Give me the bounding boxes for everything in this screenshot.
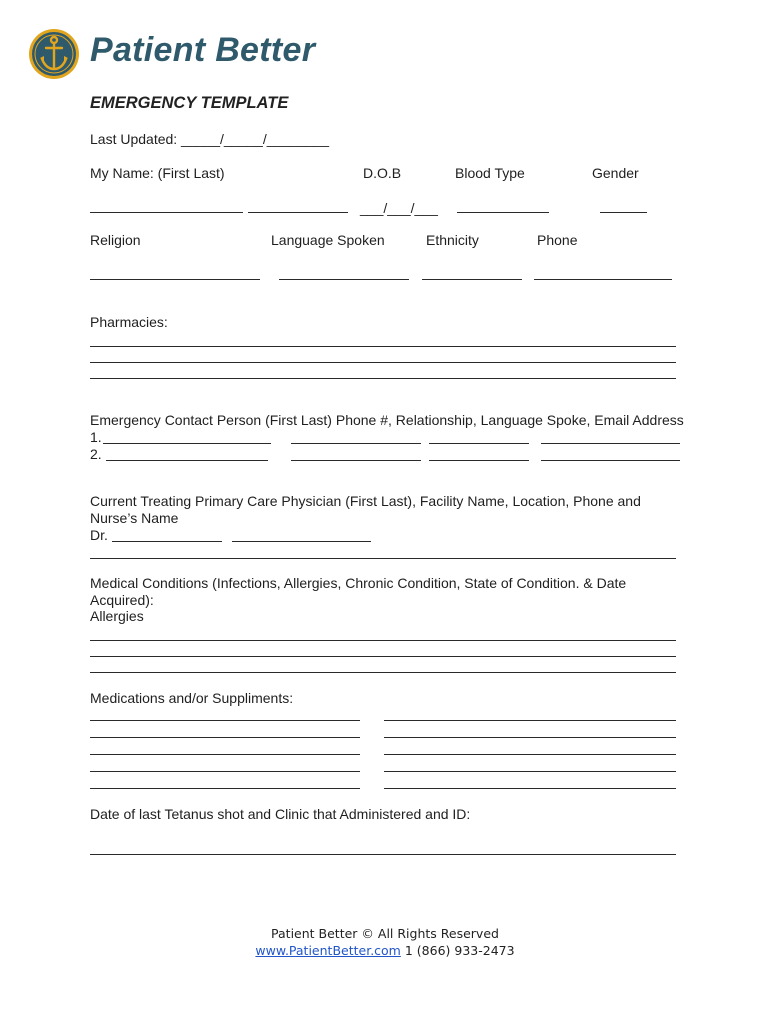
dob-label: D.O.B (363, 165, 402, 181)
contact-phone-field[interactable] (291, 460, 421, 461)
phone-label: Phone (537, 232, 578, 248)
contact-name-field[interactable] (106, 460, 268, 461)
medication-line[interactable] (90, 737, 360, 738)
blood-type-label: Blood Type (455, 165, 525, 181)
religion-field[interactable] (90, 279, 260, 280)
medication-line[interactable] (90, 720, 360, 721)
last-name-field[interactable] (248, 212, 348, 213)
blood-type-field[interactable] (457, 212, 549, 213)
medication-line[interactable] (90, 788, 360, 789)
physician-facility-field[interactable] (232, 541, 371, 542)
emergency-contact-number: 2. (90, 446, 102, 462)
contact-email-field[interactable] (541, 443, 680, 444)
conditions-heading: Medical Conditions (Infections, Allergies, Chronic Condition, State of Condition. & Date (90, 575, 627, 591)
medication-line[interactable] (90, 754, 360, 755)
first-name-field[interactable] (90, 212, 243, 213)
contact-relationship-field[interactable] (429, 460, 529, 461)
physician-heading-cont: Nurse’s Name (90, 510, 179, 526)
pharmacies-label: Pharmacies: (90, 314, 168, 330)
doctor-prefix: Dr. (90, 527, 108, 543)
tetanus-label: Date of last Tetanus shot and Clinic that Administered and ID: (90, 806, 471, 822)
conditions-line[interactable] (90, 656, 676, 657)
tetanus-line[interactable] (90, 854, 676, 855)
contact-relationship-field[interactable] (429, 443, 529, 444)
footer-contact (0, 943, 770, 958)
language-label: Language Spoken (271, 232, 385, 248)
phone-field[interactable] (534, 279, 672, 280)
physician-details-line[interactable] (90, 558, 676, 559)
allergies-label: Allergies (90, 608, 144, 624)
medication-line[interactable] (384, 788, 676, 789)
page-title: EMERGENCY TEMPLATE (90, 94, 289, 112)
name-label: My Name: (First Last) (90, 165, 225, 181)
physician-heading: Current Treating Primary Care Physician (First Last), Facility Name, Location, Phone and (90, 493, 641, 509)
footer-rights: Patient Better © All Rights Reserved (271, 926, 499, 941)
contact-name-field[interactable] (103, 443, 271, 444)
medication-line[interactable] (384, 720, 676, 721)
dob-field[interactable]: ___/___/___ (360, 200, 438, 216)
ethnicity-field[interactable] (422, 279, 522, 280)
medication-line[interactable] (384, 771, 676, 772)
conditions-line[interactable] (90, 672, 676, 673)
footer-website-link[interactable]: www.PatientBetter.com (255, 943, 401, 958)
physician-name-field[interactable] (112, 541, 222, 542)
last-updated-label: Last Updated: _____/_____/________ (90, 131, 329, 147)
religion-label: Religion (90, 232, 141, 248)
language-field[interactable] (279, 279, 409, 280)
anchor-seal-icon (28, 28, 80, 80)
ethnicity-label: Ethnicity (426, 232, 479, 248)
medication-line[interactable] (384, 754, 676, 755)
footer-phone: 1 (866) 933-2473 (404, 943, 515, 958)
medication-line[interactable] (90, 771, 360, 772)
medication-line[interactable] (384, 737, 676, 738)
emergency-contact-number: 1. (90, 429, 102, 445)
brand-name: Patient Better (90, 31, 316, 69)
gender-field[interactable] (600, 212, 647, 213)
emergency-contact-heading: Emergency Contact Person (First Last) Phone #, Relationship, Language Spoke, Email Address (90, 412, 684, 428)
gender-label: Gender (592, 165, 639, 181)
pharmacy-line[interactable] (90, 362, 676, 363)
pharmacy-line[interactable] (90, 378, 676, 379)
medications-label: Medications and/or Suppliments: (90, 690, 294, 706)
contact-phone-field[interactable] (291, 443, 421, 444)
conditions-heading-cont: Acquired): (90, 592, 154, 608)
pharmacy-line[interactable] (90, 346, 676, 347)
contact-email-field[interactable] (541, 460, 680, 461)
conditions-line[interactable] (90, 640, 676, 641)
